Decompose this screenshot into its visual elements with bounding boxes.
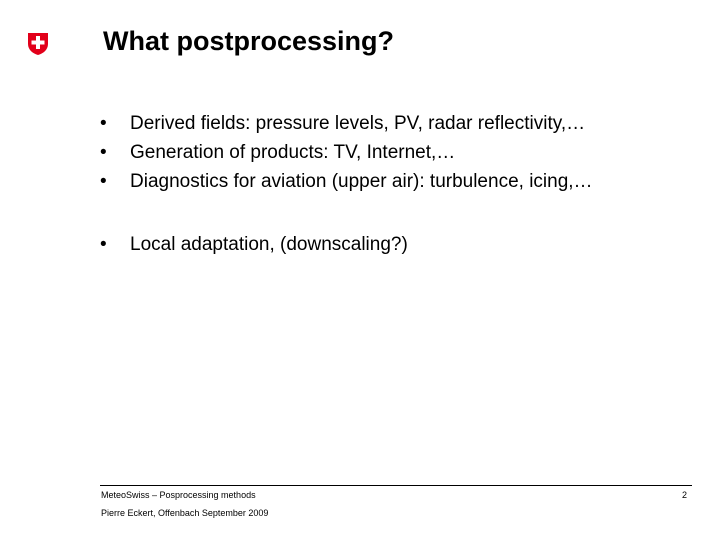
bullet-text: Local adaptation, (downscaling?): [130, 234, 408, 255]
bullet-marker: •: [100, 234, 107, 255]
bullet-marker: •: [100, 142, 107, 163]
bullet-text: Generation of products: TV, Internet,…: [130, 142, 456, 163]
bullet-text: Diagnostics for aviation (upper air): turbulence, icing,…: [130, 171, 593, 192]
page-number: 2: [681, 490, 687, 500]
footer-author: Pierre Eckert, Offenbach September 2009: [101, 508, 269, 518]
bullet-list: [100, 109, 593, 259]
list-item: [100, 109, 593, 138]
page-title: What postprocessing?: [103, 26, 395, 56]
bullet-marker: •: [100, 113, 107, 134]
swiss-cross-icon: [27, 32, 49, 56]
footer-organization: MeteoSwiss – Posprocessing methods: [101, 490, 256, 500]
bullet-text: Derived fields: pressure levels, PV, radar reflectivity,…: [130, 113, 586, 134]
list-item: [100, 138, 593, 167]
list-item: [100, 230, 593, 259]
footer-divider: [100, 485, 692, 486]
list-item: [100, 167, 593, 196]
bullet-marker: •: [100, 171, 107, 192]
